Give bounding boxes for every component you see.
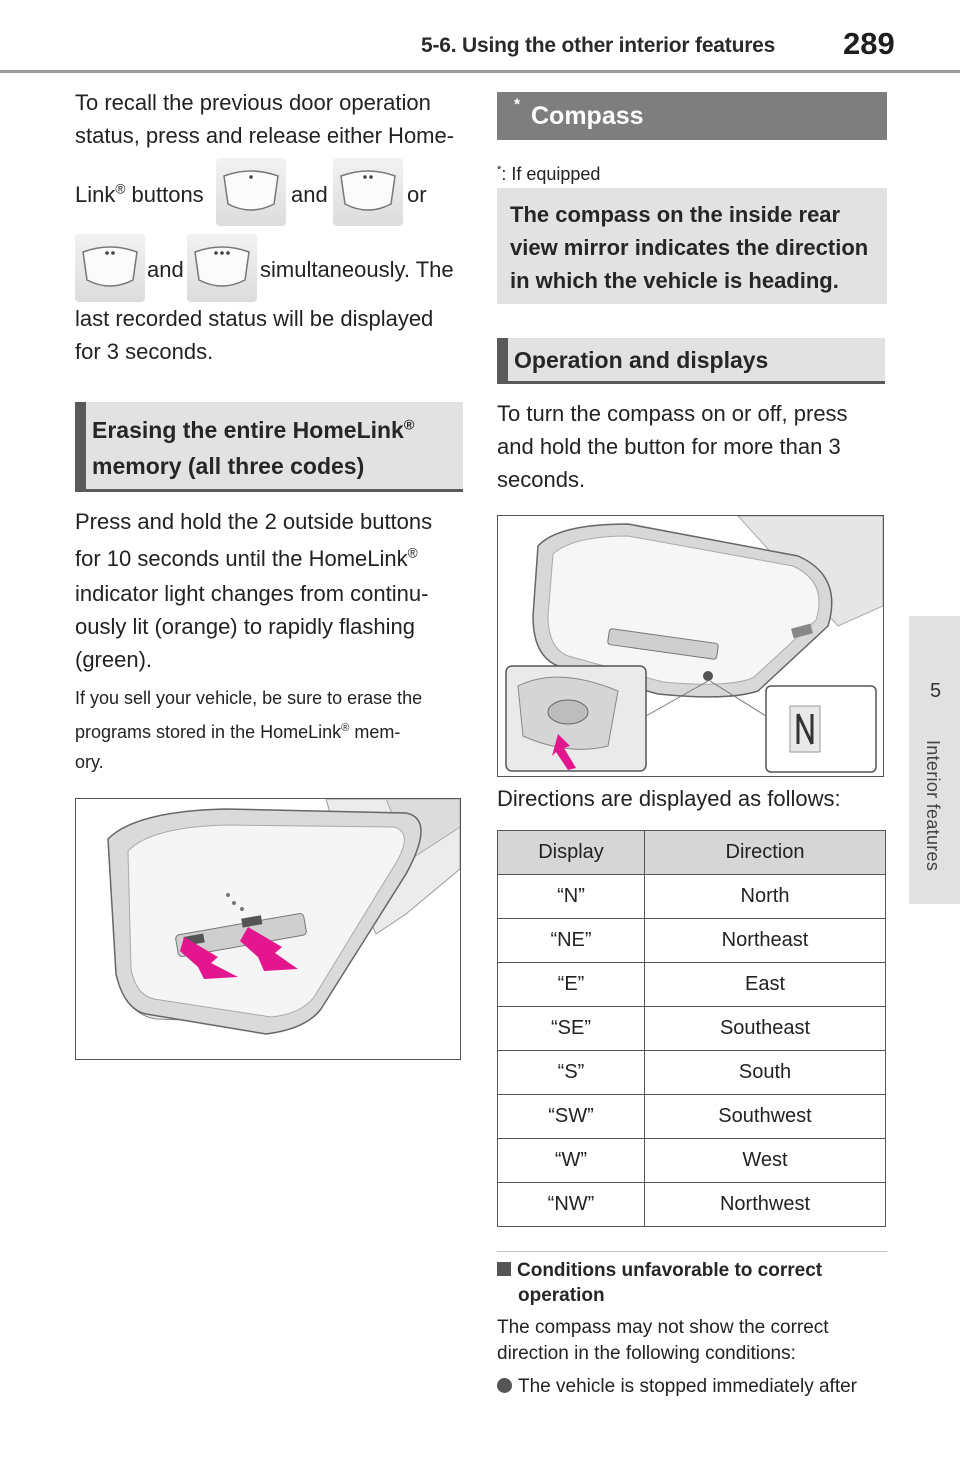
and-text-2: and [147, 257, 184, 282]
direction-cell: Southeast [645, 1007, 886, 1051]
recall-text-line-3: Link® buttons [75, 181, 204, 207]
display-cell: “E” [498, 963, 645, 1007]
operation-section-heading [497, 338, 885, 384]
simultaneously-text: simultaneously. The [260, 257, 454, 282]
or-text: or [407, 182, 427, 207]
directions-intro-text: Directions are displayed as follows: [497, 786, 841, 811]
ops-text-line-2: and hold the button for more than 3 [497, 434, 841, 459]
note-line-2: programs stored in the HomeLink® mem- [75, 722, 401, 742]
table-row [498, 875, 886, 919]
display-cell: “NW” [498, 1183, 645, 1227]
ops-text-line-1: To turn the compass on or off, press [497, 401, 848, 426]
display-cell: “S” [498, 1051, 645, 1095]
table-row [498, 1139, 886, 1183]
display-cell: “SW” [498, 1095, 645, 1139]
table-row [498, 1007, 886, 1051]
erase-text-line-1: Press and hold the 2 outside buttons [75, 509, 433, 534]
conditions-text-line-1: The compass may not show the correct [497, 1317, 829, 1338]
homelink-button-2-icon-b [75, 234, 145, 302]
erase-text-line-5: (green). [75, 647, 153, 672]
recall-text-line-2: status, press and release either Home- [75, 123, 455, 148]
conditions-divider [497, 1251, 887, 1252]
direction-cell: Northeast [645, 919, 886, 963]
compass-mirror-figure [497, 515, 884, 777]
compass-intro-text: The compass on the inside rear view mirror indicates the direction in which the vehicle is heading. [510, 202, 869, 293]
direction-table [497, 830, 886, 1227]
if-equipped-note: *: If equipped [497, 164, 601, 184]
chapter-number: 5 [930, 680, 942, 702]
compass-intro-box [497, 188, 887, 304]
and-text-1: and [291, 182, 328, 207]
table-row [498, 1095, 886, 1139]
erase-text-line-4: ously lit (orange) to rapidly flashing [75, 614, 415, 639]
round-bullet-icon [497, 1378, 512, 1393]
direction-cell: West [645, 1139, 886, 1183]
recall-text-line-5: for 3 seconds. [75, 339, 214, 364]
condition-bullet-1: The vehicle is stopped immediately after [497, 1374, 857, 1400]
compass-heading [497, 92, 887, 140]
homelink-button-1-icon [216, 158, 286, 226]
erase-heading-line-2: memory (all three codes) [92, 453, 365, 479]
table-row [498, 919, 886, 963]
table-header-display: Display [498, 831, 645, 875]
table-header-row [498, 831, 886, 875]
direction-cell: North [645, 875, 886, 919]
chapter-label: Interior features [923, 740, 943, 872]
homelink-button-2-icon [333, 158, 403, 226]
display-cell: “SE” [498, 1007, 645, 1051]
erase-text-line-2: for 10 seconds until the HomeLink® [75, 545, 418, 571]
section-title: 5-6. Using the other interior features [421, 34, 776, 57]
conditions-text-line-2: direction in the following conditions: [497, 1343, 796, 1364]
homelink-button-3-icon [187, 234, 257, 302]
display-cell: “N” [498, 875, 645, 919]
table-row [498, 963, 886, 1007]
recall-text-line-4: last recorded status will be displayed [75, 306, 434, 331]
direction-cell: East [645, 963, 886, 1007]
recall-text-line-1: To recall the previous door operation [75, 90, 431, 115]
page-number: 289 [843, 26, 895, 61]
erase-section-heading [75, 402, 463, 492]
note-line-3: ory. [75, 752, 104, 772]
operation-heading-text: Operation and displays [514, 347, 769, 373]
direction-cell: Southwest [645, 1095, 886, 1139]
note-line-1: If you sell your vehicle, be sure to erase the [75, 688, 423, 708]
table-row [498, 1051, 886, 1095]
square-bullet-icon [497, 1262, 511, 1276]
erase-heading-line-1: Erasing the entire HomeLink® [92, 417, 415, 443]
homelink-mirror-figure [75, 798, 461, 1060]
table-row [498, 1183, 886, 1227]
ops-text-line-3: seconds. [497, 467, 586, 492]
header-divider [0, 70, 960, 73]
direction-cell: South [645, 1051, 886, 1095]
direction-cell: Northwest [645, 1183, 886, 1227]
display-cell: “NE” [498, 919, 645, 963]
table-header-direction: Direction [645, 831, 886, 875]
compass-title: Compass * [514, 96, 644, 130]
erase-text-line-3: indicator light changes from continu- [75, 581, 429, 606]
display-cell: “W” [498, 1139, 645, 1183]
conditions-heading: Conditions unfavorable to correct operation [497, 1258, 822, 1308]
